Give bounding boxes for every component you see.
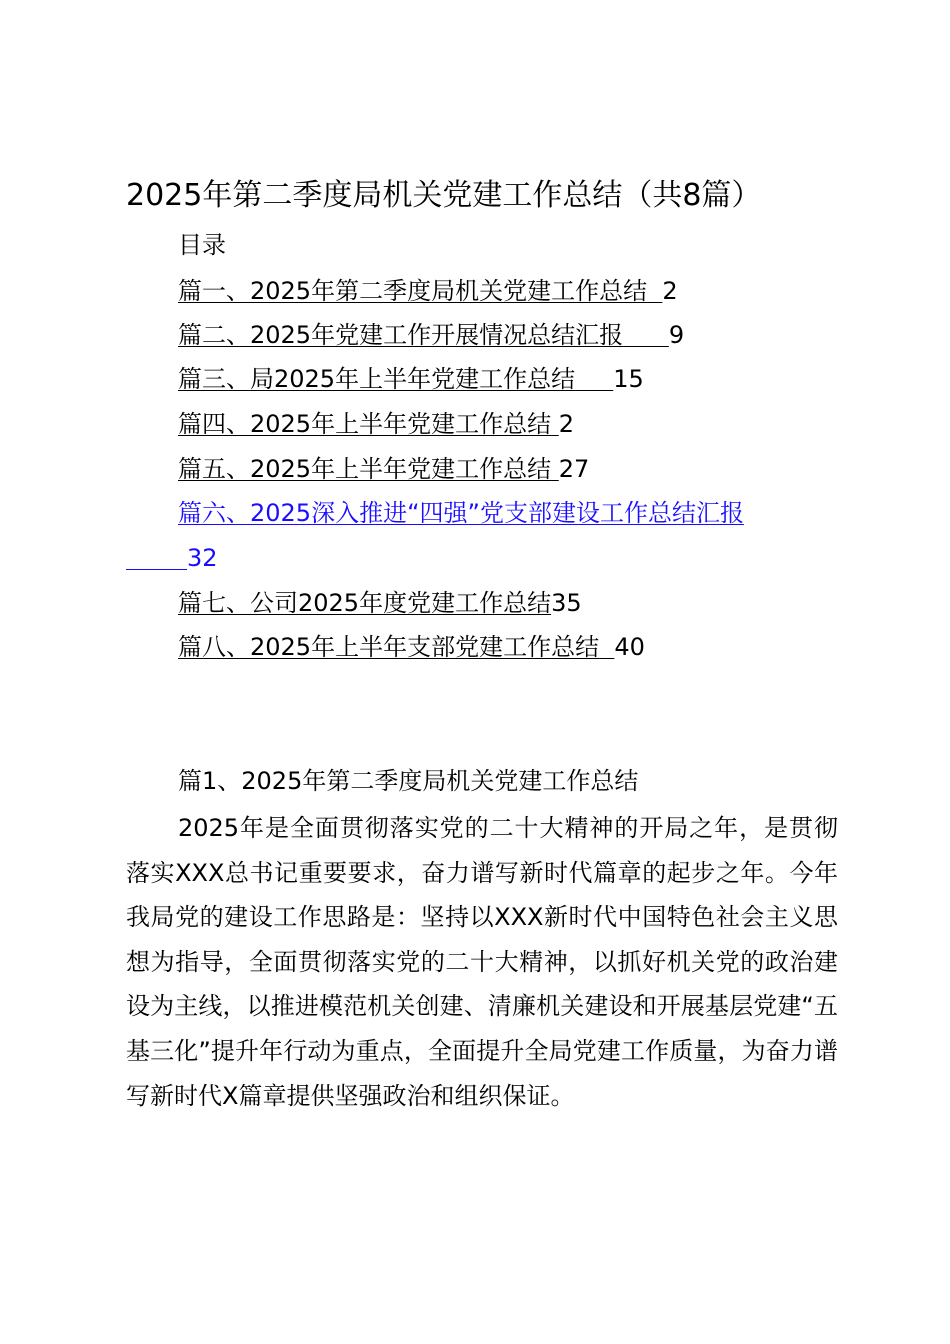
toc-item-3[interactable] [178,360,644,398]
document-title: 2025年第二季度局机关党建工作总结（共8篇） [126,178,762,213]
section-heading: 篇1、2025年第二季度局机关党建工作总结 [178,767,639,795]
toc-item-7[interactable] [178,584,582,622]
toc-heading: 目录 [178,231,226,259]
toc-item-2[interactable] [178,316,684,354]
toc-item-6[interactable] [178,494,744,532]
toc-item-label: 篇一、2025年第二季度局机关党建工作总结 [178,277,648,305]
toc-item-page: 40 [614,633,645,661]
toc-item-8[interactable] [178,628,645,666]
toc-item-page: 27 [558,455,590,483]
body-paragraph: 2025年是全面贯彻落实党的二十大精神的开局之年，是贯彻落实XXX总书记重要要求，奋力谱写新时代篇章的起步之年。今年我局党的建设工作思路是：坚持以XXX新时代中国特色社会主义思想为指导，全面贯彻落实党的二十大精神，以抓好机关党的政治建设为主线，以推进模范机关创建、清廉机关建设和开展基层党建“五基三化”提升年行动为重点，全面提升全局党建工作质量，为奋力谱写新时代X篇章提供坚强政治和组织保证。 [126,814,838,1110]
toc-item-page: 35 [551,589,582,617]
toc-item-page: 2 [662,277,678,305]
toc-item-gap [599,633,614,661]
toc-item-gap [647,277,662,305]
toc-item-5[interactable] [178,450,589,488]
toc-item-4[interactable] [178,405,574,443]
toc-item-page: 15 [613,365,644,393]
toc-item-label: 篇六、2025深入推进“四强”党支部建设工作总结汇报 [178,499,744,527]
toc-item-gap [575,365,613,393]
toc-item-gap [623,321,669,349]
toc-item-label: 篇二、2025年党建工作开展情况总结汇报 [178,321,624,349]
toc-item-gap [551,410,559,438]
toc-item-leader [126,544,187,572]
toc-item-page: 32 [187,544,218,572]
toc-item-page: 9 [668,321,685,349]
toc-item-label: 篇四、2025年上半年党建工作总结 [178,410,552,438]
toc-item-label: 篇三、局2025年上半年党建工作总结 [178,365,576,393]
toc-item-label: 篇五、2025年上半年党建工作总结 [178,455,552,483]
toc-item-label: 篇八、2025年上半年支部党建工作总结 [178,633,600,661]
toc-item-1[interactable] [178,272,678,310]
toc-item-6-page-line[interactable] [126,539,218,577]
toc-item-page: 2 [558,410,574,438]
toc-item-gap [551,455,559,483]
toc-item-label: 篇七、公司2025年度党建工作总结 [178,589,552,617]
